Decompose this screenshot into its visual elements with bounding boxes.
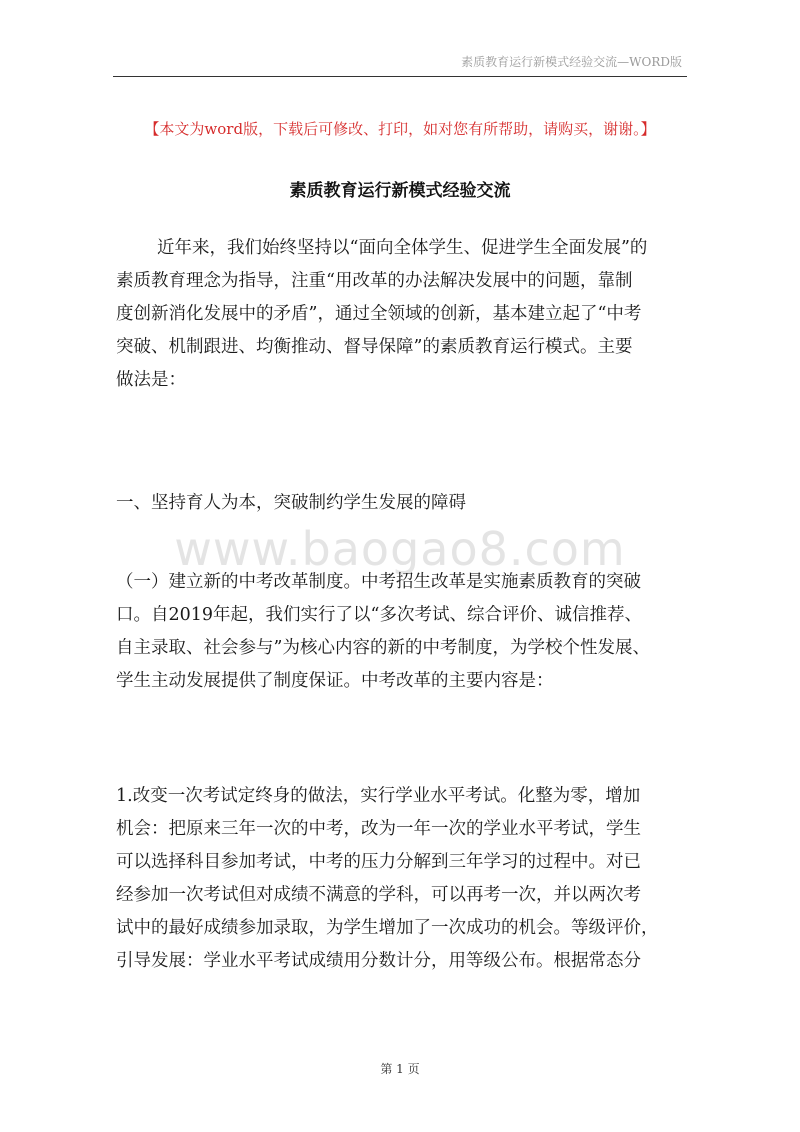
paragraph-line: 突破、机制跟进、均衡推动、督导保障”的素质教育运行模式。主要 bbox=[116, 337, 633, 357]
subsection-paragraph bbox=[116, 566, 696, 698]
paragraph-line: 做法是： bbox=[116, 370, 186, 390]
download-notice: 【本文为word版，下载后可修改、打印，如对您有所帮助，请购买，谢谢。】 bbox=[144, 120, 656, 138]
item-paragraph bbox=[116, 780, 696, 978]
section-heading bbox=[116, 487, 696, 520]
paragraph-line: 自主录取、社会参与”为核心内容的新的中考制度，为学校个性发展、 bbox=[116, 638, 650, 658]
page-number: 第 1 页 bbox=[380, 1062, 420, 1076]
paragraph-line: 度创新消化发展中的矛盾”，通过全领域的创新，基本建立起了“中考 bbox=[116, 304, 642, 324]
paragraph-line: 试中的最好成绩参加录取，为学生增加了一次成功的机会。等级评价， bbox=[116, 918, 659, 938]
header-divider bbox=[113, 76, 687, 77]
paragraph-line: 可以选择科目参加考试，中考的压力分解到三年学习的过程中。对已 bbox=[116, 852, 641, 872]
paragraph-line: （一）建立新的中考改革制度。中考招生改革是实施素质教育的突破 bbox=[116, 572, 641, 592]
paragraph-line: 口。自2019年起，我们实行了以“多次考试、综合评价、诚信推荐、 bbox=[116, 605, 642, 625]
document-title: 素质教育运行新模式经验交流 bbox=[289, 181, 511, 201]
running-header: 素质教育运行新模式经验交流—WORD版 bbox=[461, 55, 682, 69]
paragraph-line: 学生主动发展提供了制度保证。中考改革的主要内容是： bbox=[116, 671, 554, 691]
paragraph-line: 素质教育理念为指导，注重“用改革的办法解决发展中的问题，靠制 bbox=[116, 271, 633, 291]
paragraph-line: 近年来，我们始终坚持以“面向全体学生、促进学生全面发展”的 bbox=[157, 238, 648, 258]
watermark: www.baogao8.com bbox=[174, 522, 626, 576]
paragraph-line: 1.改变一次考试定终身的做法，实行学业水平考试。化整为零，增加 bbox=[116, 786, 641, 806]
paragraph-line: 经参加一次考试但对成绩不满意的学科，可以再考一次，并以两次考 bbox=[116, 885, 641, 905]
paragraph-line: 引导发展：学业水平考试成绩用分数计分，用等级公布。根据常态分 bbox=[116, 951, 641, 971]
intro-paragraph bbox=[116, 232, 696, 397]
paragraph-line: 机会：把原来三年一次的中考，改为一年一次的学业水平考试，学生 bbox=[116, 819, 641, 839]
paragraph-line: 一、坚持育人为本，突破制约学生发展的障碍 bbox=[116, 493, 466, 513]
